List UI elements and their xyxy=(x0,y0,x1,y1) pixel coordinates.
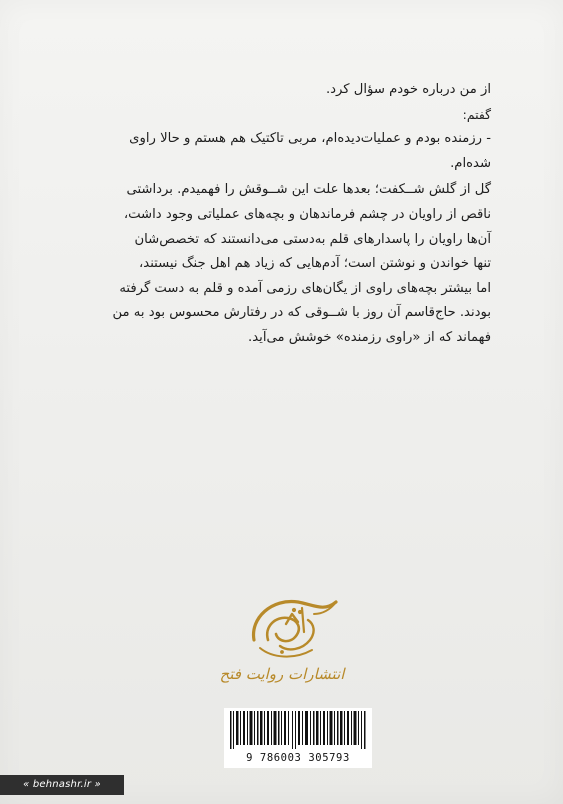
excerpt-line-1: از من درباره خودم سؤال کرد. xyxy=(325,82,491,97)
barcode-bars-icon xyxy=(230,711,366,749)
excerpt-line-8: تنها خواندن و نوشتن است؛ آدم‌هایی که زیاد هم اهل جنگ نیستند، xyxy=(139,256,491,272)
excerpt-line-11: فهماند که از «راوی رزمنده» خوشش می‌آید. xyxy=(248,329,491,345)
excerpt-line-4: شده‌ام. xyxy=(450,155,491,171)
isbn-barcode xyxy=(224,708,372,768)
excerpt-text-block xyxy=(61,78,491,351)
excerpt-line-9: اما بیشتر بچه‌های راوی از یگان‌های رزمی آمده و قلم به دست گرفته xyxy=(119,280,491,296)
isbn-number: 9 786003 305793 xyxy=(246,752,350,764)
excerpt-line-6: ناقص از راویان در چشم فرماندهان و بچه‌های عملیاتی وجود داشت، xyxy=(123,206,491,222)
excerpt-line-3: - رزمنده بودم و عملیات‌دیده‌ام، مربی تاکتیک هم هستم و حالا راوی xyxy=(129,131,491,147)
excerpt-line-5: گل از گلش شــکفت؛ بعدها علت این شــوقش را فهمیدم. برداشتی xyxy=(126,182,491,198)
excerpt-line-7: آن‌ها راویان را پاسدارهای قلم به‌دستی می‌دانستند که تخصص‌شان xyxy=(134,231,491,247)
excerpt-line-10: بودند. حاج‌قاسم آن روز با شــوقی که در رفتارش محسوس بود به من xyxy=(112,305,491,321)
publisher-name: انتشارات روایت فتح xyxy=(219,665,345,683)
site-watermark: « behnashr.ir » xyxy=(0,775,124,795)
excerpt-line-2: گفتم: xyxy=(462,106,491,122)
